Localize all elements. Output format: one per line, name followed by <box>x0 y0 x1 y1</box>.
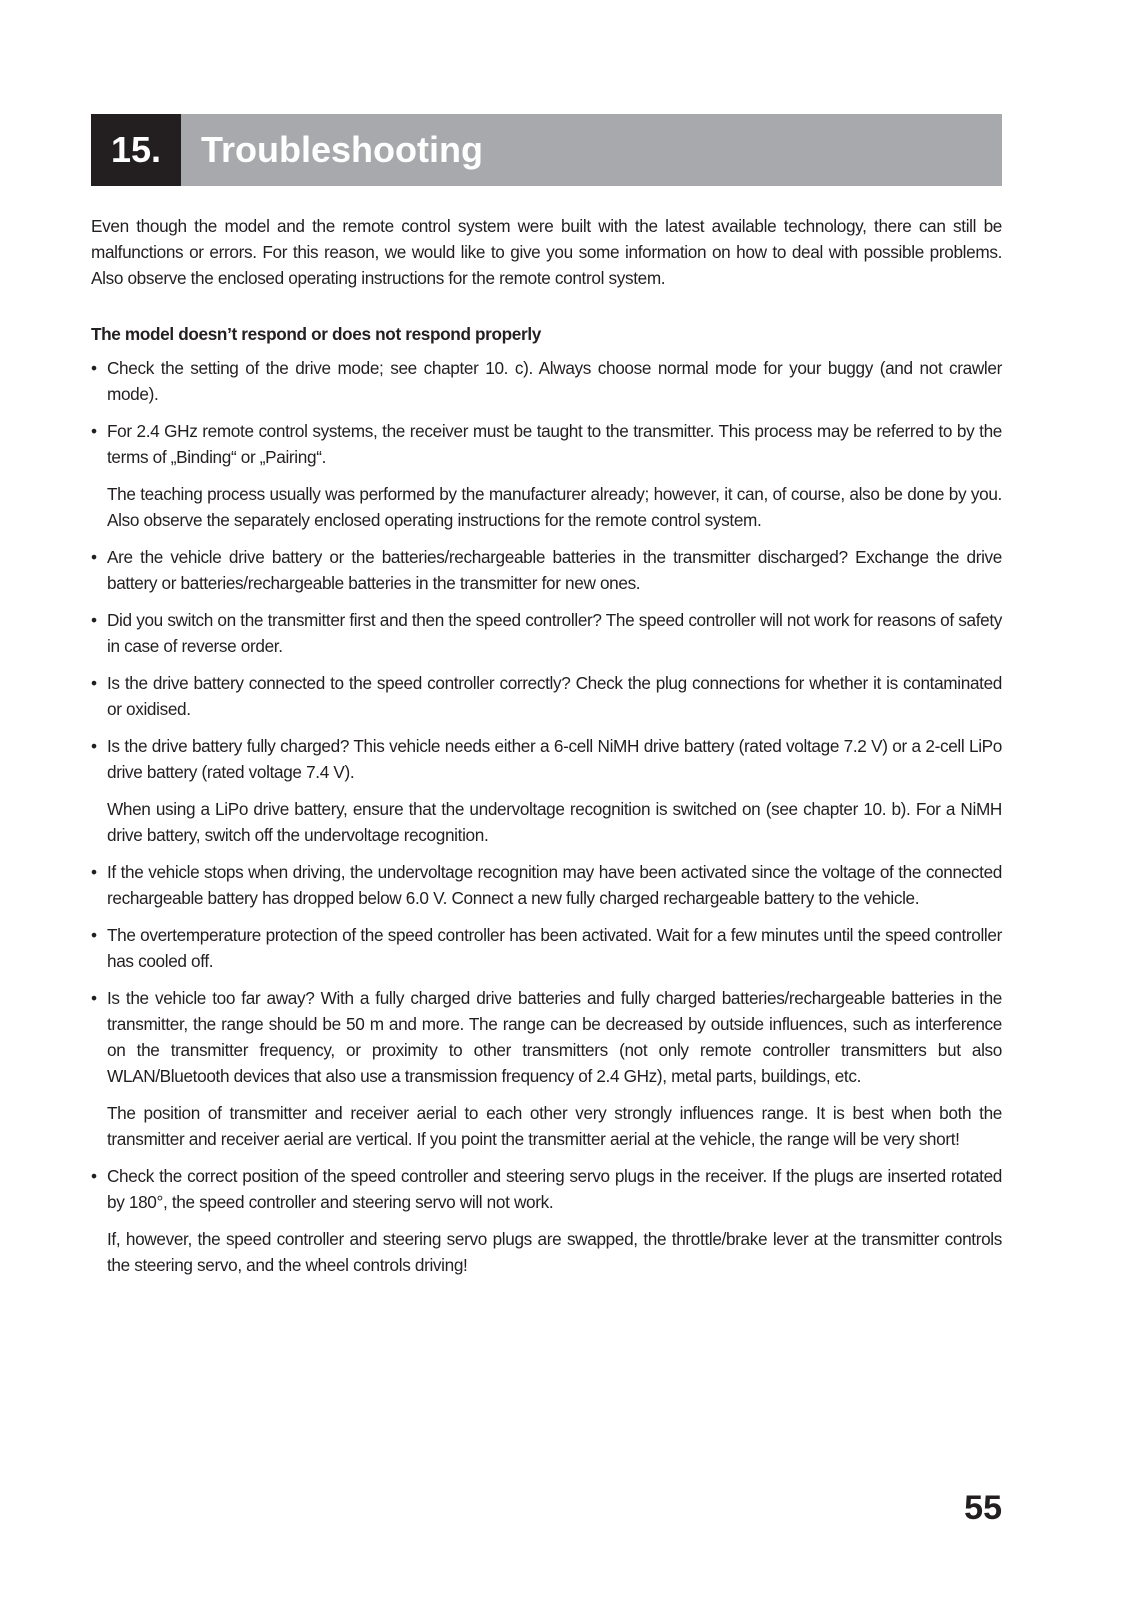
chapter-header <box>91 114 1002 186</box>
page-number: 55 <box>964 1489 1002 1527</box>
bullet-icon: • <box>91 610 97 630</box>
bullet-icon: • <box>91 862 97 882</box>
list-item <box>91 985 1002 1152</box>
list-item-text: Is the drive battery connected to the speed controller correctly? Check the plug connections for whether it is contaminated or oxidised. <box>107 673 1002 719</box>
bullet-icon: • <box>91 736 97 756</box>
list-item <box>91 922 1002 974</box>
list-item-text: Check the correct position of the speed controller and steering servo plugs in the receiver. If the plugs are inserted rotated by 180°, the speed controller and steering servo will not work. <box>107 1166 1002 1212</box>
list-item-text: Did you switch on the transmitter first and then the speed controller? The speed controller will not work for reasons of safety in case of reverse order. <box>107 610 1002 656</box>
list-item-note: When using a LiPo drive battery, ensure that the undervoltage recognition is switched on (see chapter 10. b). For a NiMH drive battery, switch off the undervoltage recognition. <box>107 799 1002 845</box>
list-item-note: The teaching process usually was performed by the manufacturer already; however, it can, of course, also be done by you. Also observe the separately enclosed operating instructions for the remote control system. <box>107 484 1002 530</box>
list-item <box>91 1163 1002 1278</box>
list-item <box>91 418 1002 533</box>
bullet-icon: • <box>91 358 97 378</box>
list-item <box>91 733 1002 848</box>
list-item <box>91 607 1002 659</box>
list-item-text: If the vehicle stops when driving, the undervoltage recognition may have been activated since the voltage of the connected rechargeable battery has dropped below 6.0 V. Connect a new fully charged rechargeable battery to the vehicle. <box>107 862 1002 908</box>
list-item-text: Check the setting of the drive mode; see chapter 10. c). Always choose normal mode for your buggy (and not crawler mode). <box>107 358 1002 404</box>
list-item-text: Are the vehicle drive battery or the batteries/rechargeable batteries in the transmitter discharged? Exchange the drive battery or batteries/rechargeable batteries in the transmitter for new ones. <box>107 547 1002 593</box>
bullet-icon: • <box>91 421 97 441</box>
list-item <box>91 859 1002 911</box>
list-item-note: If, however, the speed controller and steering servo plugs are swapped, the throttle/brake lever at the transmitter controls the steering servo, and the wheel controls driving! <box>107 1229 1002 1275</box>
bullet-icon: • <box>91 925 97 945</box>
intro-paragraph: Even though the model and the remote control system were built with the latest available technology, there can still be malfunctions or errors. For this reason, we would like to give you some information on how to deal with possible problems. Also observe the enclosed operating instructions for the remote control system. <box>91 216 1002 288</box>
bullet-icon: • <box>91 673 97 693</box>
list-item-text: The overtemperature protection of the speed controller has been activated. Wait for a few minutes until the speed controller has cooled off. <box>107 925 1002 971</box>
list-item-text: Is the drive battery fully charged? This vehicle needs either a 6-cell NiMH drive battery (rated voltage 7.2 V) or a 2-cell LiPo drive battery (rated voltage 7.4 V). <box>107 736 1002 782</box>
list-item <box>91 355 1002 407</box>
list-item <box>91 544 1002 596</box>
bullet-icon: • <box>91 988 97 1008</box>
list-item-text: For 2.4 GHz remote control systems, the receiver must be taught to the transmitter. This process may be referred to by the terms of „Binding“ or „Pairing“. <box>107 421 1002 467</box>
bullet-icon: • <box>91 547 97 567</box>
list-item <box>91 670 1002 722</box>
troubleshooting-list <box>91 355 1002 1278</box>
chapter-number: 15. <box>91 114 181 186</box>
bullet-icon: • <box>91 1166 97 1186</box>
page-content <box>91 213 1002 1289</box>
list-item-note: The position of transmitter and receiver aerial to each other very strongly influences range. It is best when both the transmitter and receiver aerial are vertical. If you point the transmitter aerial at the vehicle, the range will be very short! <box>107 1103 1002 1149</box>
section-heading: The model doesn’t respond or does not respond properly <box>91 324 541 344</box>
list-item-text: Is the vehicle too far away? With a fully charged drive batteries and fully charged batteries/rechargeable batteries in the transmitter, the range should be 50 m and more. The range can be decreased by outside influences, such as interference on the transmitter frequency, or proximity to other transmitters (not only remote controller transmitters but also WLAN/Bluetooth devices that also use a transmission frequency of 2.4 GHz), metal parts, buildings, etc. <box>107 988 1002 1086</box>
chapter-title: Troubleshooting <box>201 129 483 170</box>
